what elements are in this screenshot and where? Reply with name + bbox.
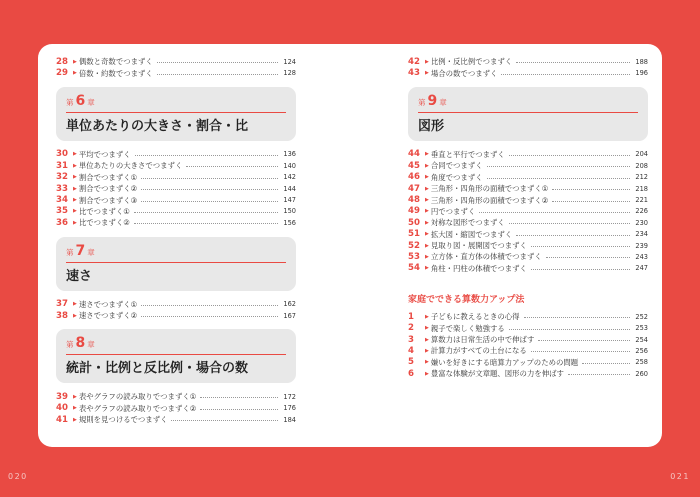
toc-entry[interactable]: 44 ▶ 垂直と平行でつまずく 204 — [408, 149, 648, 160]
toc-entry[interactable]: 31 ▶ 単位あたりの大きさでつまずく 140 — [56, 160, 296, 171]
toc-list — [56, 149, 296, 229]
dot-leader — [552, 201, 630, 202]
triangle-bullet-icon: ▶ — [425, 336, 429, 343]
chapter-header-7 — [56, 237, 296, 291]
chapter-label: 第 8 章 — [66, 335, 95, 352]
triangle-bullet-icon: ▶ — [425, 347, 429, 354]
triangle-bullet-icon: ▶ — [425, 70, 429, 77]
right-column — [408, 56, 648, 379]
toc-entry[interactable]: 43 ▶ 場合の数でつまずく 196 — [408, 68, 648, 79]
chapter-header-8 — [56, 329, 296, 383]
toc-entry[interactable]: 47 ▶ 三角形・四角形の面積でつまずく① 218 — [408, 183, 648, 194]
toc-entry[interactable]: 35 ▶ 比でつまずく① 150 — [56, 206, 296, 217]
triangle-bullet-icon: ▶ — [425, 197, 429, 204]
triangle-bullet-icon: ▶ — [73, 151, 77, 158]
triangle-bullet-icon: ▶ — [425, 185, 429, 192]
toc-entry[interactable]: 42 ▶ 比例・反比例でつまずく 188 — [408, 56, 648, 67]
chapter-header-6 — [56, 87, 296, 141]
dot-leader — [157, 74, 278, 75]
toc-entry[interactable]: 28 ▶ 偶数と奇数でつまずく 124 — [56, 56, 296, 67]
toc-list — [56, 299, 296, 322]
dot-leader — [487, 178, 630, 179]
dot-leader — [582, 363, 630, 364]
dot-leader — [552, 189, 630, 190]
toc-entry[interactable]: 33 ▶ 割合でつまずく② 144 — [56, 183, 296, 194]
triangle-bullet-icon: ▶ — [73, 301, 77, 308]
chapter-label: 第 9 章 — [418, 92, 447, 109]
toc-list — [56, 391, 296, 425]
dot-leader — [141, 201, 278, 202]
triangle-bullet-icon: ▶ — [425, 359, 429, 366]
dot-leader — [479, 212, 630, 213]
toc-entry[interactable]: 53 ▶ 立方体・直方体の体積でつまずく 243 — [408, 251, 648, 262]
triangle-bullet-icon: ▶ — [73, 416, 77, 423]
toc-list — [408, 56, 648, 79]
dot-leader — [516, 62, 630, 63]
triangle-bullet-icon: ▶ — [425, 231, 429, 238]
toc-list — [408, 311, 648, 379]
triangle-bullet-icon: ▶ — [73, 185, 77, 192]
toc-entry[interactable]: 52 ▶ 見取り図・展開図でつまずく 239 — [408, 240, 648, 251]
toc-entry[interactable]: 41 ▶ 規則を見つけるでつまずく 184 — [56, 414, 296, 425]
dot-leader — [546, 257, 630, 258]
triangle-bullet-icon: ▶ — [73, 393, 77, 400]
dot-leader — [135, 155, 278, 156]
triangle-bullet-icon: ▶ — [425, 174, 429, 181]
triangle-bullet-icon: ▶ — [73, 58, 77, 65]
chapter-rule — [66, 262, 286, 263]
toc-entry[interactable]: 2 ▶ 親子で楽しく勉強する 253 — [408, 323, 648, 334]
triangle-bullet-icon: ▶ — [73, 174, 77, 181]
toc-entry[interactable]: 37 ▶ 速さでつまずく① 162 — [56, 299, 296, 310]
toc-entry[interactable]: 30 ▶ 平均でつまずく 136 — [56, 149, 296, 160]
dot-leader — [531, 269, 630, 270]
dot-leader — [134, 212, 278, 213]
toc-entry[interactable]: 4 ▶ 計算力がすべての土台になる 256 — [408, 345, 648, 356]
dot-leader — [531, 351, 630, 352]
triangle-bullet-icon: ▶ — [425, 253, 429, 260]
dot-leader — [171, 420, 278, 421]
toc-entry[interactable]: 38 ▶ 速さでつまずく② 167 — [56, 310, 296, 321]
toc-entry[interactable]: 39 ▶ 表やグラフの読み取りでつまずく① 172 — [56, 391, 296, 402]
toc-entry[interactable]: 3 ▶ 算数力は日常生活の中で伸ばす 254 — [408, 334, 648, 345]
dot-leader — [487, 166, 630, 167]
toc-entry[interactable]: 50 ▶ 対称な図形でつまずく 230 — [408, 217, 648, 228]
triangle-bullet-icon: ▶ — [425, 242, 429, 249]
chapter-rule — [66, 112, 286, 113]
dot-leader — [157, 62, 278, 63]
toc-entry[interactable]: 46 ▶ 角度でつまずく 212 — [408, 172, 648, 183]
page-number-left: 020 — [8, 472, 28, 481]
toc-entry[interactable]: 40 ▶ 表やグラフの読み取りでつまずく② 176 — [56, 403, 296, 414]
triangle-bullet-icon: ▶ — [73, 208, 77, 215]
dot-leader — [200, 397, 278, 398]
dot-leader — [524, 317, 630, 318]
triangle-bullet-icon: ▶ — [73, 70, 77, 77]
toc-entry[interactable]: 6 ▶ 豊富な体験が文章題、図形の力を伸ばす 260 — [408, 368, 648, 379]
home-section-heading: 家庭でできる算数力アップ法 — [408, 295, 525, 306]
dot-leader — [186, 166, 278, 167]
dot-leader — [200, 409, 278, 410]
toc-entry[interactable]: 51 ▶ 拡大図・縮図でつまずく 234 — [408, 229, 648, 240]
dot-leader — [141, 316, 278, 317]
chapter-label: 第 7 章 — [66, 242, 95, 259]
toc-entry[interactable]: 34 ▶ 割合でつまずく③ 147 — [56, 195, 296, 206]
dot-leader — [568, 374, 630, 375]
dot-leader — [509, 223, 630, 224]
triangle-bullet-icon: ▶ — [425, 370, 429, 377]
chapter-label: 第 6 章 — [66, 92, 95, 109]
dot-leader — [134, 223, 278, 224]
triangle-bullet-icon: ▶ — [425, 162, 429, 169]
dot-leader — [141, 178, 278, 179]
page-number-right: 021 — [670, 472, 690, 481]
chapter-title: 速さ — [66, 268, 93, 284]
triangle-bullet-icon: ▶ — [425, 208, 429, 215]
triangle-bullet-icon: ▶ — [73, 219, 77, 226]
toc-entry[interactable]: 49 ▶ 円でつまずく 226 — [408, 206, 648, 217]
triangle-bullet-icon: ▶ — [425, 58, 429, 65]
chapter-header-9 — [408, 87, 648, 141]
dot-leader — [509, 155, 630, 156]
chapter-title: 単位あたりの大きさ・割合・比 — [66, 118, 249, 134]
triangle-bullet-icon: ▶ — [425, 325, 429, 332]
triangle-bullet-icon: ▶ — [425, 265, 429, 272]
triangle-bullet-icon: ▶ — [73, 312, 77, 319]
toc-entry[interactable]: 45 ▶ 合同でつまずく 208 — [408, 160, 648, 171]
triangle-bullet-icon: ▶ — [425, 151, 429, 158]
toc-entry[interactable]: 32 ▶ 割合でつまずく① 142 — [56, 172, 296, 183]
triangle-bullet-icon: ▶ — [73, 405, 77, 412]
toc-entry[interactable]: 29 ▶ 倍数・約数でつまずく 128 — [56, 68, 296, 79]
toc-entry[interactable]: 5 ▶ 嫌いを好きにする暗算力アップのための問題 258 — [408, 357, 648, 368]
triangle-bullet-icon: ▶ — [425, 219, 429, 226]
toc-list — [408, 149, 648, 274]
dot-leader — [538, 340, 630, 341]
chapter-rule — [66, 354, 286, 355]
toc-entry[interactable]: 48 ▶ 三角形・四角形の面積でつまずく② 221 — [408, 195, 648, 206]
dot-leader — [531, 246, 630, 247]
toc-entry[interactable]: 1 ▶ 子どもに教えるときの心得 252 — [408, 311, 648, 322]
chapter-rule — [418, 112, 638, 113]
toc-entry[interactable]: 36 ▶ 比でつまずく② 156 — [56, 217, 296, 228]
dot-leader — [141, 305, 278, 306]
toc-list — [56, 56, 296, 79]
toc-entry[interactable]: 54 ▶ 角柱・円柱の体積でつまずく 247 — [408, 263, 648, 274]
dot-leader — [501, 74, 630, 75]
left-column — [56, 56, 296, 425]
triangle-bullet-icon: ▶ — [73, 197, 77, 204]
chapter-title: 統計・比例と反比例・場合の数 — [66, 361, 249, 377]
dot-leader — [516, 235, 630, 236]
triangle-bullet-icon: ▶ — [425, 313, 429, 320]
dot-leader — [141, 189, 278, 190]
dot-leader — [509, 329, 630, 330]
chapter-title: 図形 — [418, 118, 445, 134]
triangle-bullet-icon: ▶ — [73, 162, 77, 169]
